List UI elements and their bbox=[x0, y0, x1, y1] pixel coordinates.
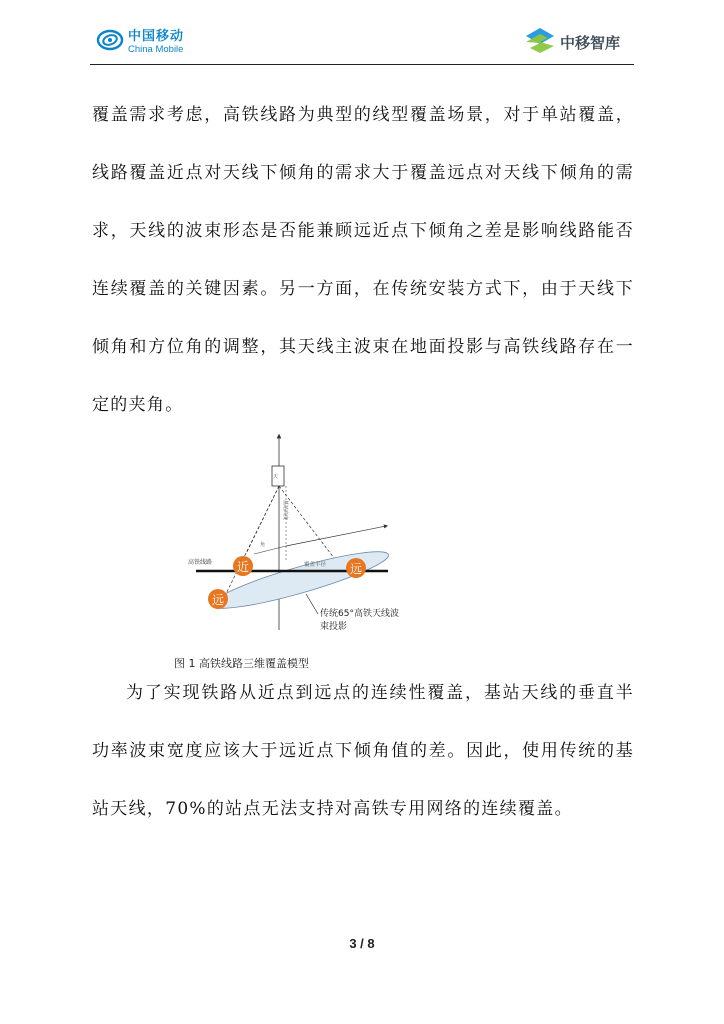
body-paragraph-1: 覆盖需求考虑，高铁线路为典型的线型覆盖场景，对于单站覆盖，线路覆盖近点对天线下倾角的需求大于覆盖远点对天线下倾角的需求，天线的波束形态是否能兼顾远近点下倾角之差是影响线路能否连续覆盖的关键因素。另一方面，在传统安装方式下，由于天线下倾角和方位角的调整，其天线主波束在地面投影与高铁线路存在一定的夹角。 bbox=[92, 105, 634, 415]
body-paragraph-2: 为了实现铁路从近点到远点的连续性覆盖，基站天线的垂直半功率波束宽度应该大于远近点下倾角值的差。因此，使用传统的基站天线，70%的站点无法支持对高铁专用网络的连续覆盖。 bbox=[92, 683, 634, 819]
beam-projection-ellipse bbox=[208, 542, 392, 618]
china-mobile-logo-icon bbox=[96, 28, 124, 56]
label-antenna: 天 bbox=[273, 474, 279, 480]
near-point-label: 近 bbox=[236, 560, 250, 574]
label-radius: 覆盖半径 bbox=[304, 562, 327, 568]
label-angle: 角 bbox=[260, 542, 266, 548]
china-mobile-logo bbox=[96, 28, 184, 56]
far-point-label-left: 远 bbox=[211, 593, 225, 607]
label-rail-line: 高铁线路 bbox=[188, 559, 213, 566]
china-mobile-name-en: China Mobile bbox=[128, 43, 184, 55]
page-header bbox=[0, 0, 724, 70]
header-divider bbox=[90, 64, 634, 65]
coverage-model-diagram bbox=[176, 430, 436, 640]
china-mobile-name-cn: 中国移动 bbox=[128, 28, 185, 44]
beam-projection-label-2: 束投影 bbox=[320, 622, 348, 632]
label-height: 基站高度 bbox=[282, 500, 288, 521]
zhongyi-think-tank-logo bbox=[524, 26, 620, 58]
zhongyi-think-tank-logo-icon bbox=[524, 26, 556, 58]
figure-caption: 图 1 高铁线路三维覆盖模型 bbox=[174, 657, 309, 670]
zhongyi-think-tank-name: 中移智库 bbox=[560, 33, 621, 52]
far-point-label-right: 远 bbox=[349, 562, 363, 576]
coverage-model-figure bbox=[176, 430, 436, 640]
page-number: 3 / 8 bbox=[349, 936, 375, 951]
beam-projection-label-1: 传统65°高铁天线波 bbox=[320, 609, 399, 619]
